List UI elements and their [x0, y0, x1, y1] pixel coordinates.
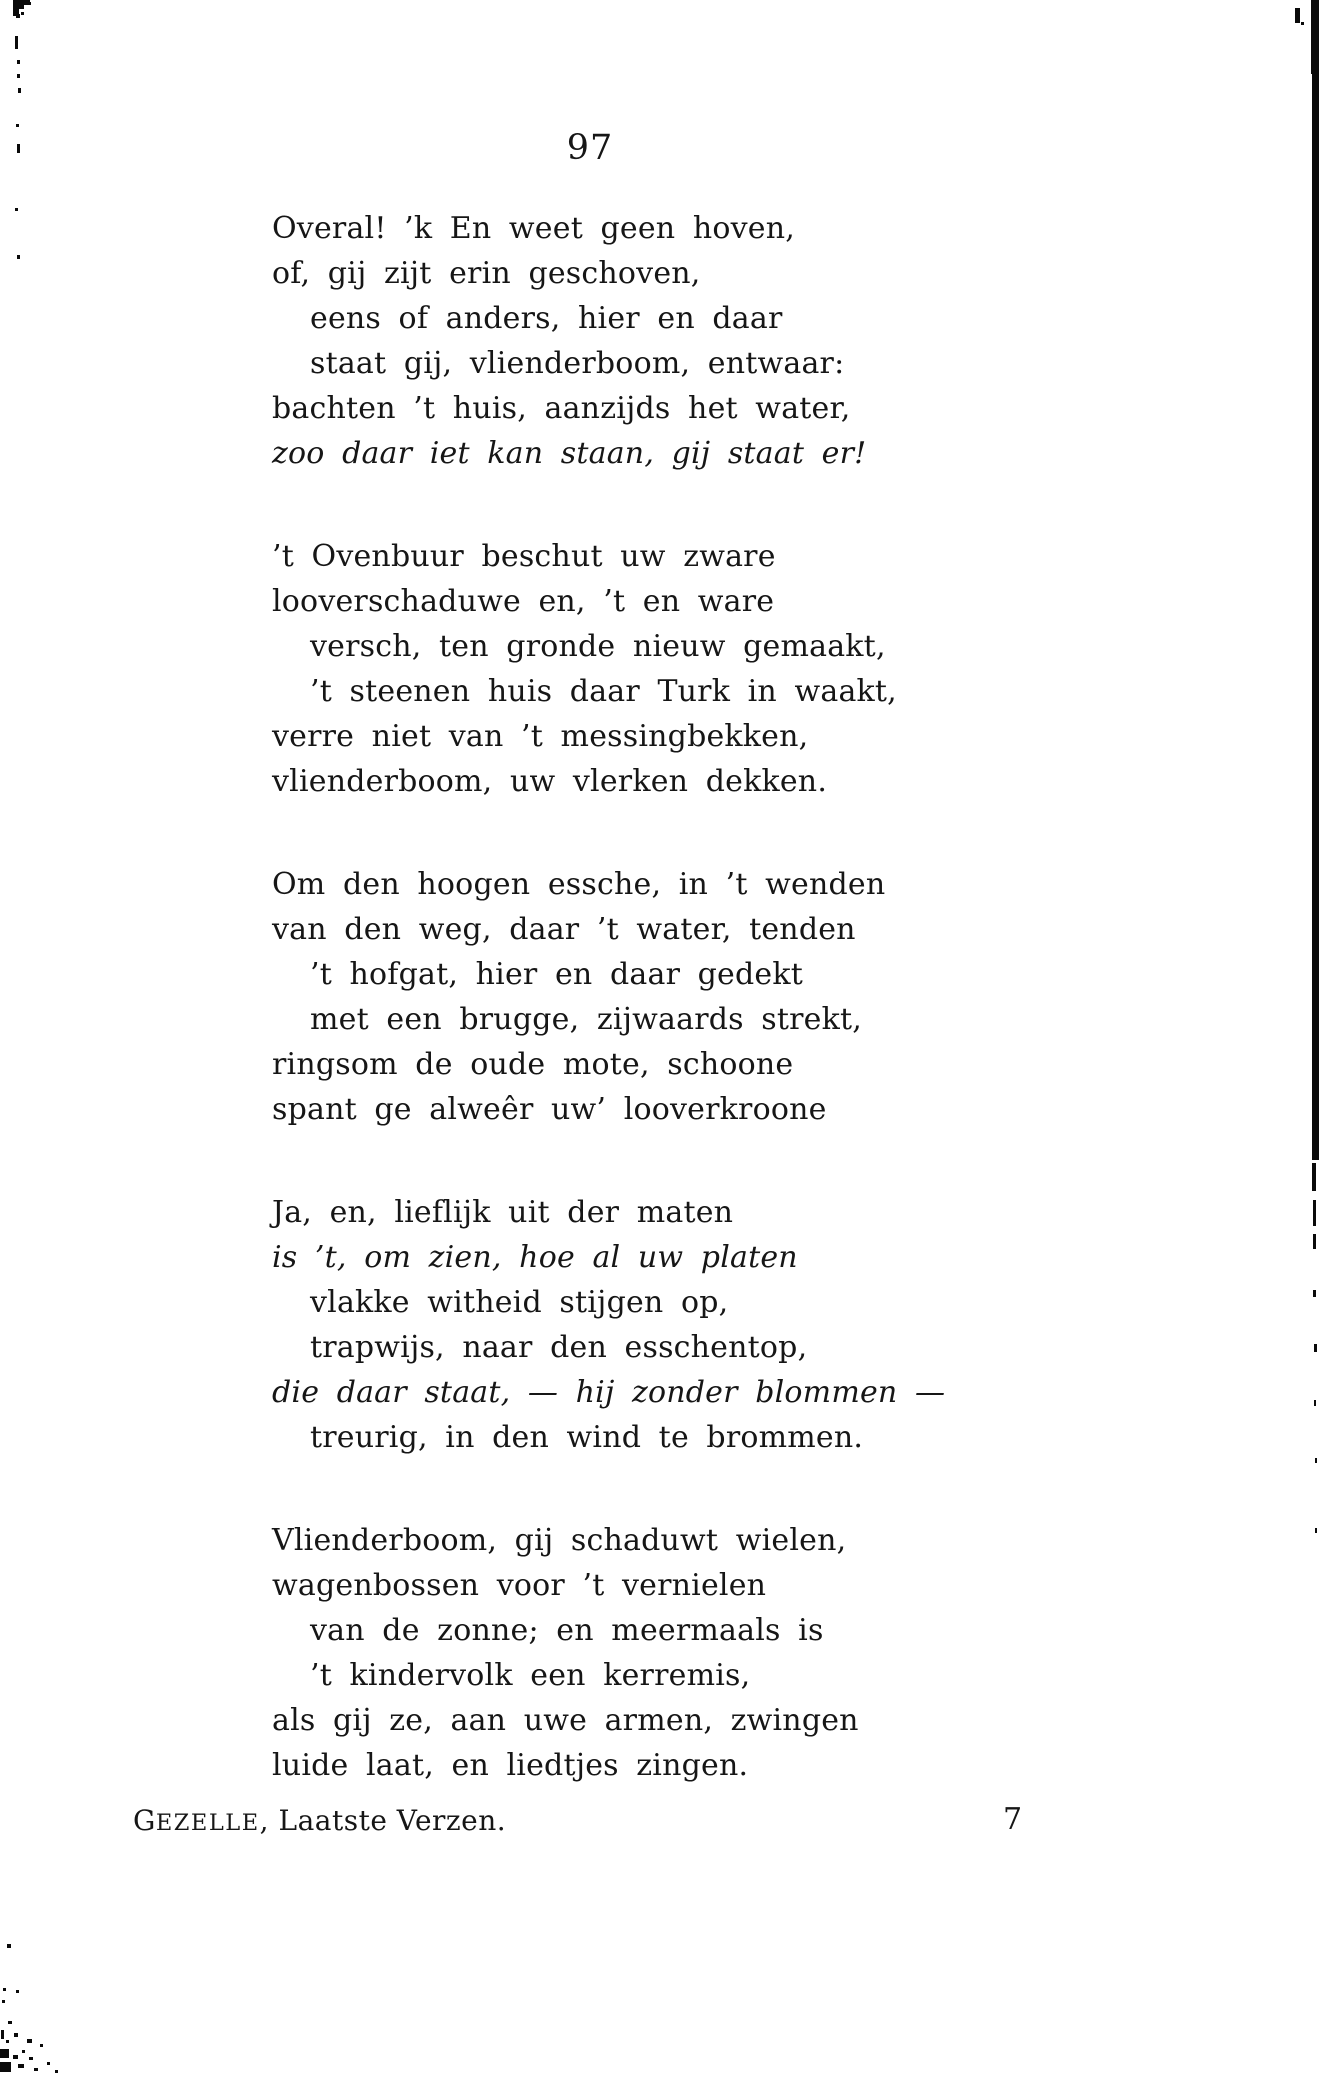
scan-artifact: [1315, 1528, 1317, 1533]
scan-artifact: [8, 2021, 12, 2024]
scan-artifact: [34, 2068, 38, 2071]
footer-author-smallcaps: EZELLE: [155, 1810, 260, 1836]
poem-line: die daar staat, — hij zonder blommen —: [272, 1375, 946, 1410]
scan-artifact: [1315, 1458, 1317, 1463]
scan-artifact: [1313, 1290, 1316, 1297]
scan-artifact: [6, 2040, 9, 2043]
scan-artifact: [16, 14, 20, 18]
poem-line: vlakke witheid stijgen op,: [310, 1285, 729, 1320]
stanza-2: [272, 534, 945, 804]
scan-artifact: [17, 144, 20, 153]
poem-line: spant ge alweêr uw’ looverkroone: [272, 1092, 827, 1127]
scan-artifact: [1313, 1234, 1316, 1249]
scan-artifact: [47, 2062, 50, 2065]
footer-author-initial: G: [133, 1804, 156, 1837]
scan-artifact: [3, 1988, 6, 1991]
scan-artifact: [1312, 74, 1319, 1160]
scan-artifact: [1313, 1200, 1316, 1226]
scan-artifact: [16, 1990, 19, 1993]
poem-line: is ’t, om zien, hoe al uw platen: [272, 1240, 798, 1275]
poem-line: van de zonne; en meermaals is: [310, 1613, 824, 1648]
poem-line: van den weg, daar ’t water, tenden: [272, 912, 856, 947]
poem-line: verre niet van ’t messingbekken,: [272, 719, 809, 754]
scan-artifact: [14, 2033, 18, 2037]
poem-line: ’t kindervolk een kerremis,: [310, 1658, 751, 1693]
poem-line: bachten ’t huis, aanzijds het water,: [272, 391, 851, 426]
poem-line: vlienderboom, uw vlerken dekken.: [272, 764, 828, 799]
signature-number: 7: [1003, 1802, 1023, 1837]
scan-artifact: [17, 74, 20, 78]
poem-line: zoo daar iet kan staan, gij staat er!: [272, 436, 867, 471]
scan-artifact: [17, 60, 20, 64]
poem-line: staat gij, vlienderboom, entwaar:: [310, 346, 845, 381]
poem-line: treurig, in den wind te brommen.: [310, 1420, 864, 1455]
poem-line: eens of anders, hier en daar: [310, 301, 783, 336]
poem-line: wagenbossen voor ’t vernielen: [272, 1568, 767, 1603]
scan-artifact: [18, 88, 21, 93]
scan-artifact: [18, 2064, 24, 2068]
stanza-5: [272, 1518, 945, 1788]
scan-artifact: [1311, 0, 1319, 74]
scan-artifact: [1295, 8, 1300, 23]
scan-artifact: [1314, 1344, 1317, 1352]
poem-line: Ja, en, lieflijk uit der maten: [272, 1195, 734, 1230]
scan-artifact: [7, 1944, 11, 1948]
poem-line: Overal! ’k En weet geen hoven,: [272, 211, 796, 246]
poem-line: als gij ze, aan uwe armen, zwingen: [272, 1703, 859, 1738]
scan-artifact: [0, 2062, 11, 2072]
footer-work-title: , Laatste Verzen.: [259, 1804, 507, 1837]
scan-artifact: [13, 2055, 18, 2059]
page-number: 97: [566, 128, 614, 168]
poem-line: of, gij zijt erin geschoven,: [272, 256, 701, 291]
scan-artifact: [21, 12, 24, 15]
scan-artifact: [27, 2, 31, 5]
poem-line: Vlienderboom, gij schaduwt wielen,: [272, 1523, 847, 1558]
scan-artifact: [15, 208, 18, 211]
poem-line: versch, ten gronde nieuw gemaakt,: [310, 629, 886, 664]
poem-line: ’t hofgat, hier en daar gedekt: [310, 957, 803, 992]
poem-line: met een brugge, zijwaards strekt,: [310, 1002, 863, 1037]
stanza-4: [272, 1190, 945, 1460]
scan-artifact: [1314, 1400, 1316, 1406]
scan-artifact: [17, 255, 20, 259]
scan-artifact: [2, 2000, 5, 2003]
scan-artifact: [22, 2050, 25, 2053]
poem-line: ’t Ovenbuur beschut uw zware: [272, 539, 776, 574]
poem-line: luide laat, en liedtjes zingen.: [272, 1748, 749, 1783]
poem-line: looverschaduwe en, ’t en ware: [272, 584, 775, 619]
poem-line: Om den hoogen essche, in ’t wenden: [272, 867, 886, 902]
scan-artifact: [16, 124, 19, 127]
poem: [272, 206, 945, 1846]
poem-line: ringsom de oude mote, schoone: [272, 1047, 794, 1082]
scan-artifact: [55, 2070, 58, 2073]
scan-artifact: [0, 2049, 9, 2058]
scan-artifact: [40, 2044, 43, 2047]
stanza-1: [272, 206, 945, 476]
scan-artifact: [27, 2039, 32, 2043]
stanza-3: [272, 862, 945, 1132]
poem-line: trapwijs, naar den esschentop,: [310, 1330, 808, 1365]
scan-artifact: [15, 36, 18, 49]
poem-line: ’t steenen huis daar Turk in waakt,: [310, 674, 897, 709]
scan-artifact: [1301, 22, 1304, 25]
scan-artifact: [1, 2030, 4, 2039]
running-footer: [133, 1804, 506, 1837]
scan-artifact: [29, 2057, 33, 2060]
scan-artifact: [1312, 1163, 1316, 1191]
